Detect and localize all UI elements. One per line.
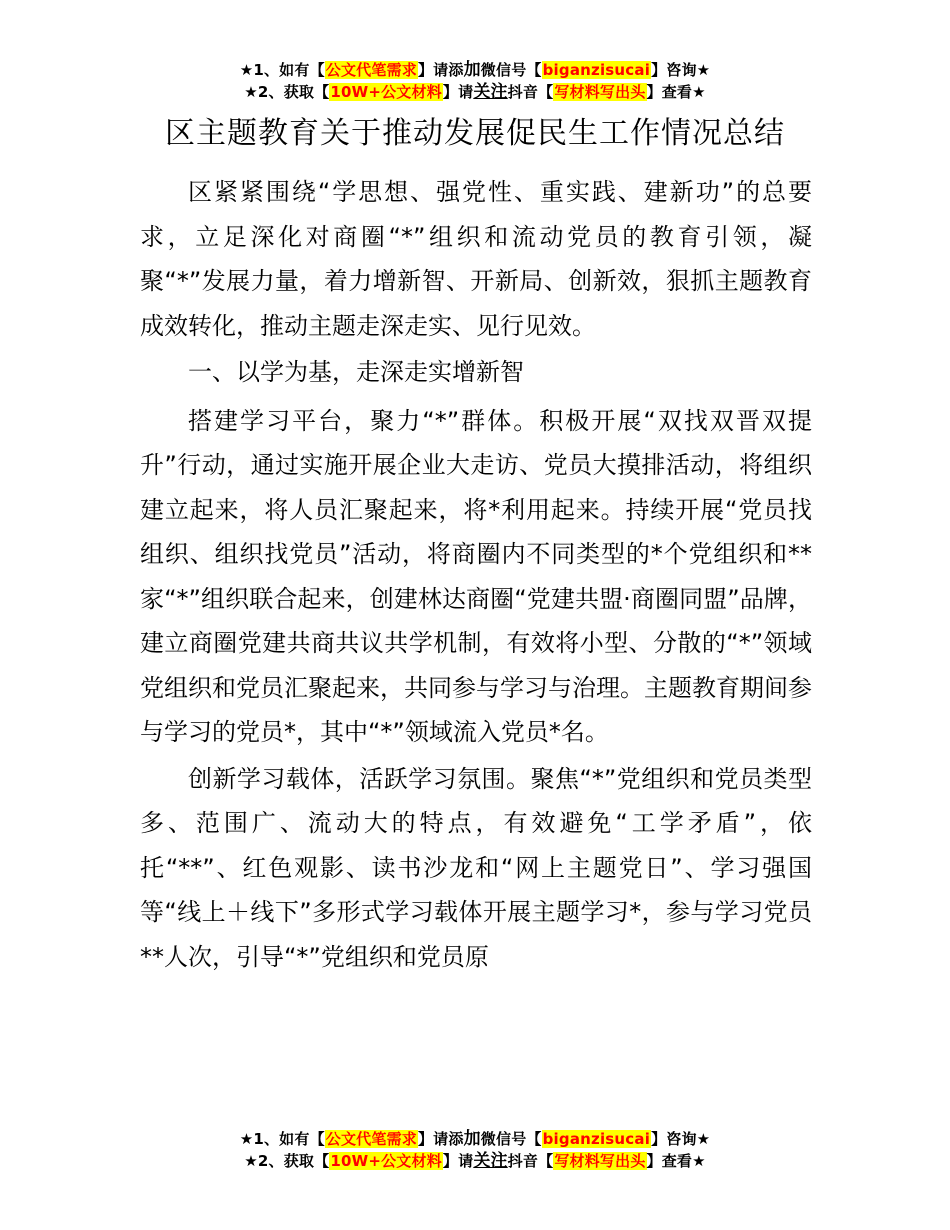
banner-line-2-mid2: 抖音【	[507, 83, 554, 101]
footer-highlight-writing-service: 公文代笔需求	[325, 1130, 417, 1148]
section-heading-1: 一、以学为基，走深走实增新智	[188, 358, 524, 386]
footer-highlight-materials: 10W+公文材料	[330, 1152, 442, 1170]
banner-line-2-underlined: 关注	[473, 82, 508, 102]
paragraph-learning-platform: 搭建学习平台，聚力“*”群体。积极开展“双找双晋双提升”行动，通过实施开展企业大走访、党员大摸排活动，将组织建立起来，将人员汇聚起来，将*利用起来。持续开展“党员找组织、组织找党员”活动，将商圈内不同类型的*个党组织和**家“*”组织联合起来，创建林达商圈“党建共盟·商圈同盟”品牌，建立商圈党建共商共议共学机制，有效将小型、分散的“*”领域党组织和党员汇聚起来，共同参与学习与治理。主题教育期间参与学习的党员*，其中“*”领域流入党员*名。	[140, 406, 812, 746]
footer-line-1-mid1: 】请添	[417, 1130, 464, 1148]
banner-line-1-mid1: 】请添	[417, 61, 464, 79]
banner-line-1-prefix: ★1、如有【	[239, 61, 325, 79]
banner-line-2-prefix: ★2、获取【	[244, 83, 330, 101]
footer-line-1-prefix: ★1、如有【	[239, 1130, 325, 1148]
banner-highlight-douyin-account: 写材料写出头	[554, 83, 646, 101]
footer-line-1-suffix: 】咨询★	[651, 1130, 711, 1148]
banner-line-1-mid2: 微信号【	[480, 61, 542, 79]
footer-line-2-mid1: 】请	[442, 1152, 474, 1170]
header-banner	[0, 59, 950, 103]
banner-highlight-writing-service: 公文代笔需求	[325, 61, 417, 79]
banner-line-1	[0, 59, 950, 81]
footer-line-1-big-char: 加	[463, 1129, 481, 1149]
footer-line-1-mid2: 微信号【	[480, 1130, 542, 1148]
footer-line-2-prefix: ★2、获取【	[244, 1152, 330, 1170]
footer-banner	[0, 1128, 950, 1172]
banner-line-1-big-char: 加	[463, 60, 481, 80]
banner-highlight-materials: 10W+公文材料	[330, 83, 442, 101]
banner-line-1-suffix: 】咨询★	[651, 61, 711, 79]
footer-line-2-suffix: 】查看★	[646, 1152, 706, 1170]
banner-highlight-wechat-id: biganzisucai	[542, 61, 651, 79]
footer-highlight-douyin-account: 写材料写出头	[554, 1152, 646, 1170]
paragraph-intro: 区紧紧围绕“学思想、强党性、重实践、建新功”的总要求，立足深化对商圈“*”组织和流动党员的教育引领，凝聚“*”发展力量，着力增新智、开新局、创新效，狠抓主题教育成效转化，推动主题走深走实、见行见效。	[140, 178, 812, 340]
document-body	[140, 170, 812, 981]
footer-banner-line-2	[0, 1150, 950, 1172]
document-title: 区主题教育关于推动发展促民生工作情况总结	[165, 116, 785, 151]
banner-line-2	[0, 81, 950, 103]
paragraph-learning-carrier: 创新学习载体，活跃学习氛围。聚焦“*”党组织和党员类型多、范围广、流动大的特点，有效避免“工学矛盾”，依托“**”、红色观影、读书沙龙和“网上主题党日”、学习强国等“线上＋线下”多形式学习载体开展主题学习*，参与学习党员**人次，引导“*”党组织和党员原	[140, 764, 812, 971]
footer-line-2-underlined: 关注	[473, 1151, 508, 1171]
banner-line-2-mid1: 】请	[442, 83, 474, 101]
footer-highlight-wechat-id: biganzisucai	[542, 1130, 651, 1148]
banner-line-2-suffix: 】查看★	[646, 83, 706, 101]
footer-banner-line-1	[0, 1128, 950, 1150]
footer-line-2-mid2: 抖音【	[507, 1152, 554, 1170]
